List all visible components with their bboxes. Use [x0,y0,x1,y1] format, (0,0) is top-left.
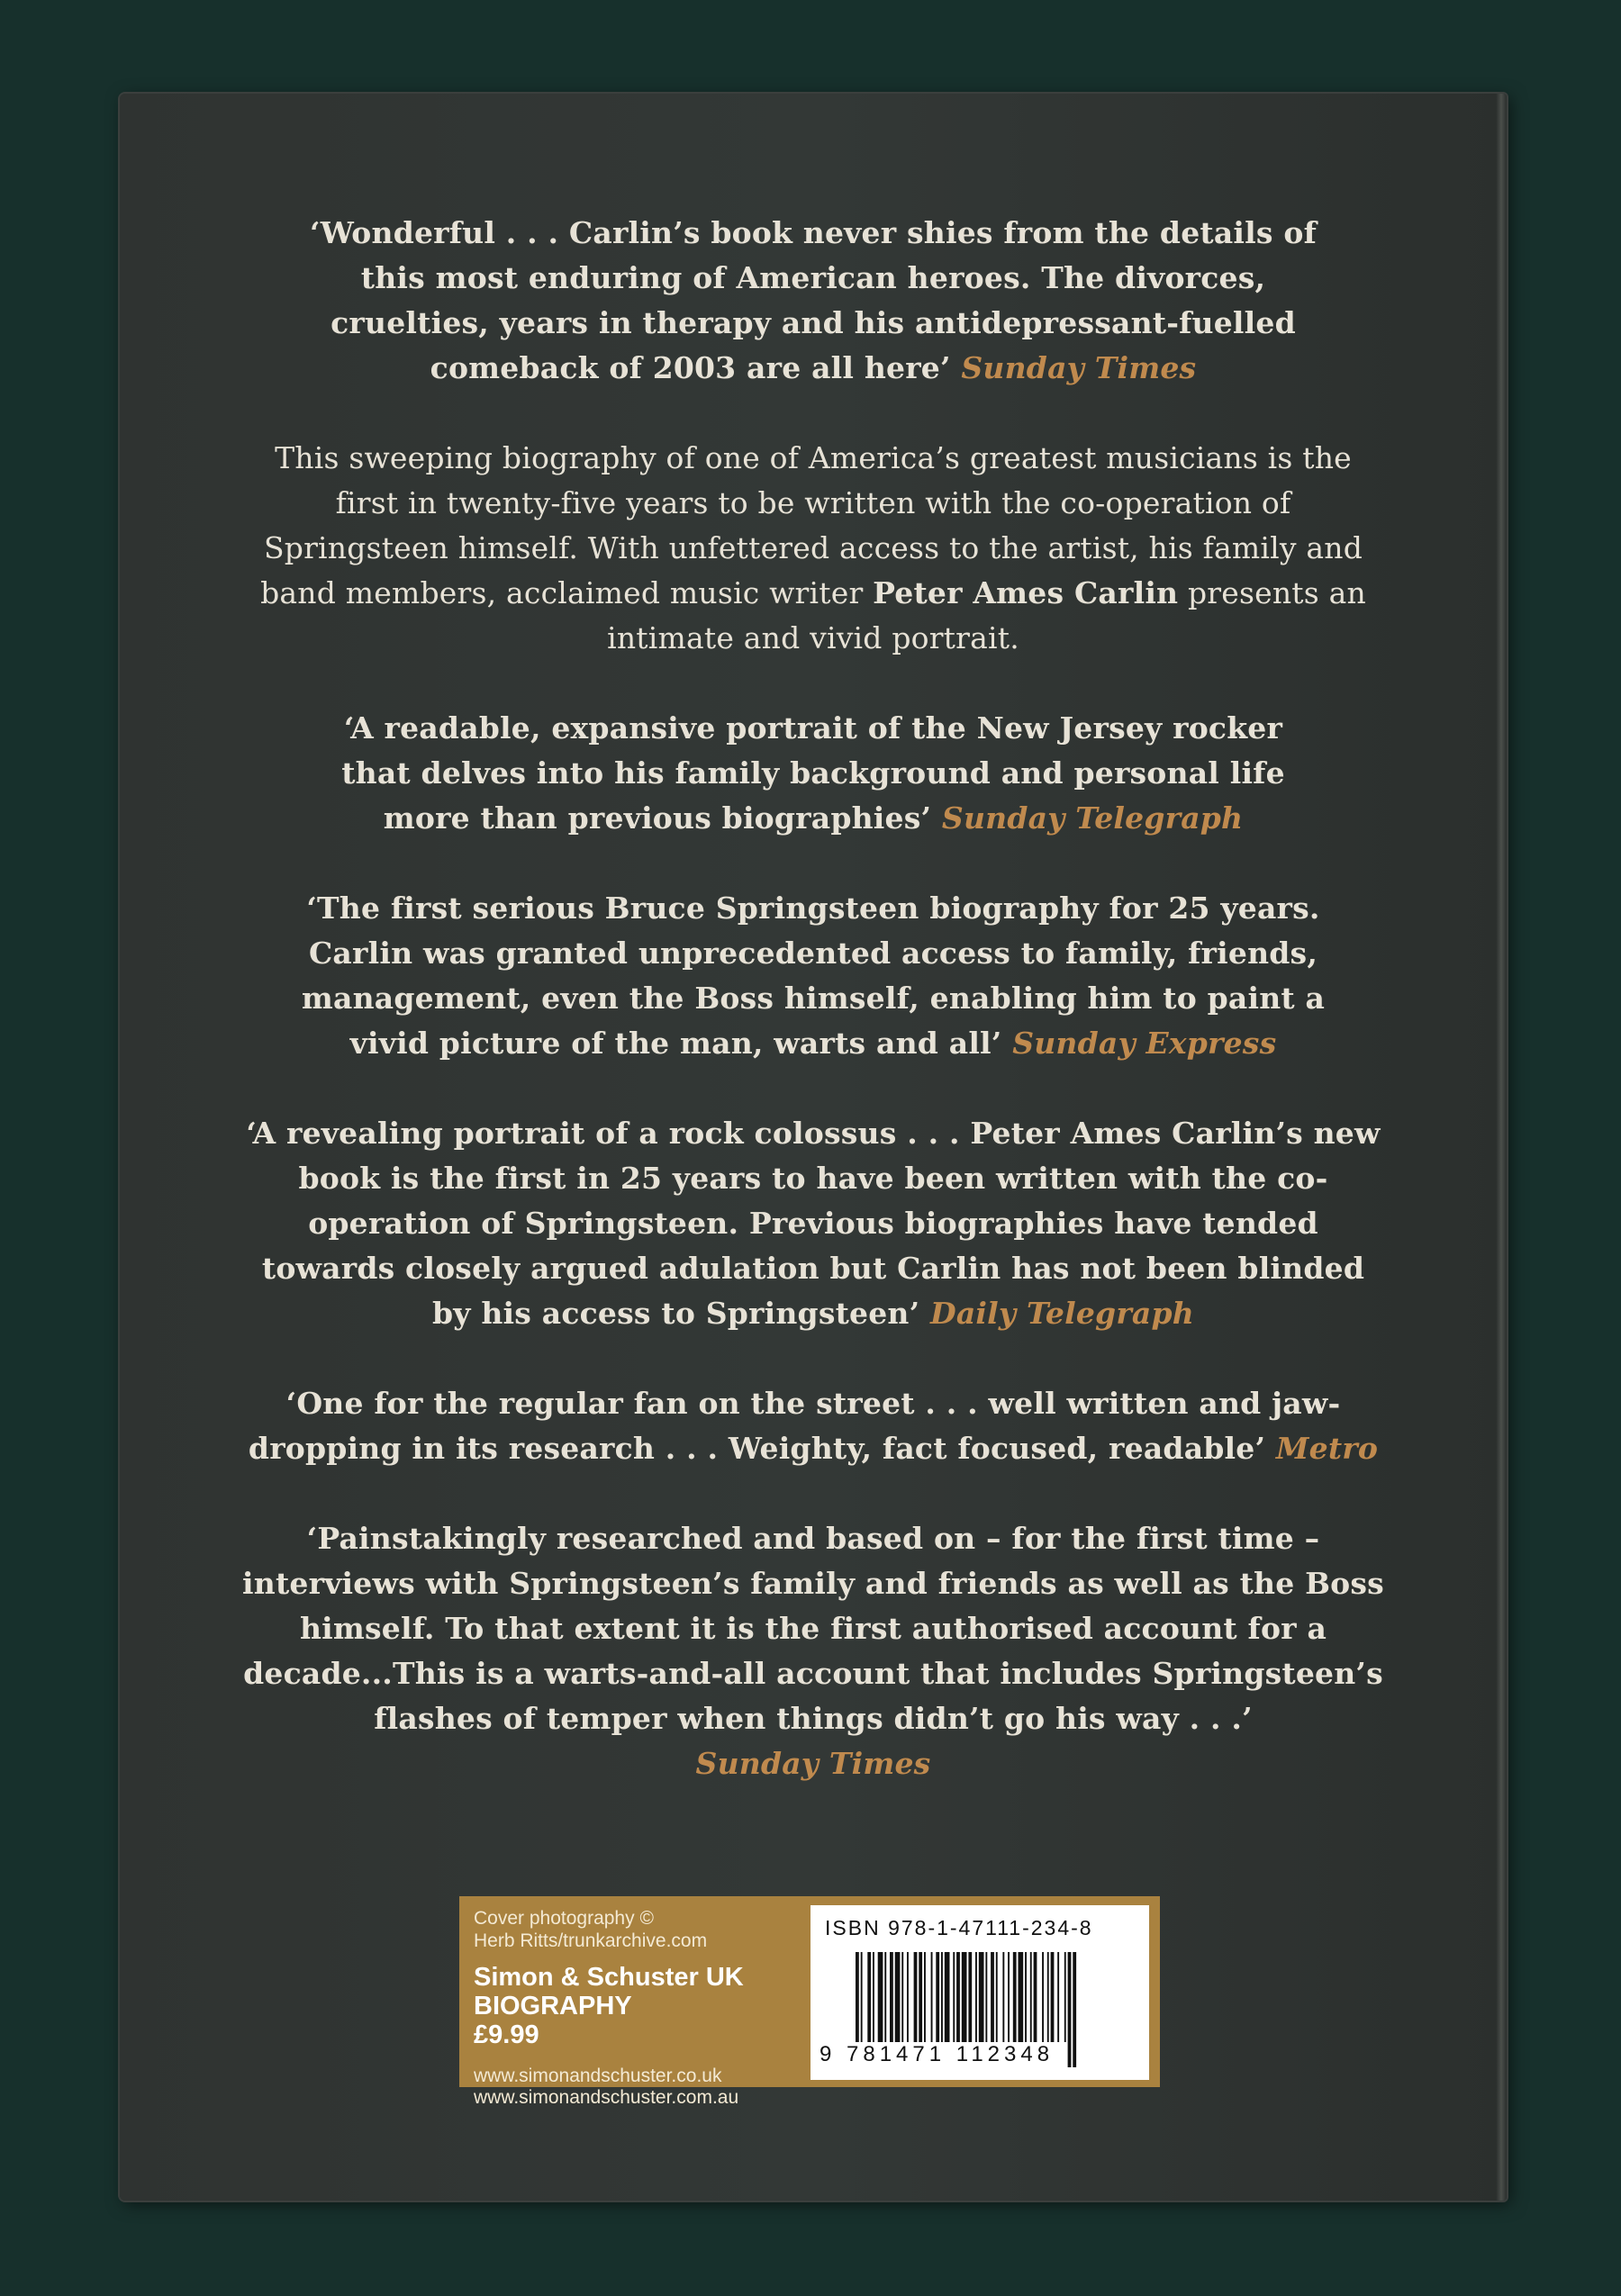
review-quote [241,1516,1385,1786]
barcode-digits: 781471 112348 [847,2042,1057,2067]
url-uk: www.simonandschuster.co.uk [474,2065,722,2086]
description-text-end: presents an intimate and vivid portrait. [607,575,1366,655]
quote-source: Sunday Times [695,1746,931,1781]
publisher-name: Simon & Schuster UK [474,1963,744,1992]
credit-line: Cover photography © [474,1908,654,1929]
quote-source: Sunday Telegraph [941,800,1244,836]
book-back-cover [120,94,1507,2201]
review-quote [246,1381,1381,1471]
quote-source: Sunday Express [1012,1026,1277,1061]
book-category: BIOGRAPHY [474,1992,632,2020]
publisher-info-box [459,1896,1160,2108]
credit-line: Herb Ritts/trunkarchive.com [474,1930,708,1951]
description-text: This sweeping biography of one of America’s greatest musicians is the first in twenty-five years to be written with the co-operation of Springsteen himself. With unfettered access to the artist, his family and band members, acclaimed music writer [260,440,1363,610]
barcode-lead-digit: 9 [820,2042,832,2066]
url-au: www.simonandschuster.com.au [474,2087,739,2108]
publisher-block [474,1963,798,2049]
cover-credit [474,1907,798,1952]
quote-text: ‘One for the regular fan on the street . . . well written and jaw-dropping in its research . . . Weighty, fact focused, readable’ [248,1386,1341,1466]
quote-text: ‘Painstakingly researched and based on – for the first time – interviews with Springsteen’s family and friends as well as the Boss himself. To that extent it is the first authorised account for a decade...This is a warts-and-all account that includes Springsteen’s flashes of temper when things didn’t go his way . . .’ [242,1521,1384,1736]
author-name: Peter Ames Carlin [873,575,1179,610]
book-description [255,436,1372,661]
publisher-details [474,1907,798,2109]
publisher-urls [474,2065,798,2109]
quote-source: Metro [1275,1431,1379,1466]
book-price: £9.99 [474,2020,539,2049]
barcode-panel [810,1905,1149,2080]
quote-text: ‘Wonderful . . . Carlin’s book never shies from the details of this most enduring of American heroes. The divorces, cruelties, years in therapy and his antidepressant-fuelled comeback of 2003 are all here’ [310,215,1317,385]
quote-source: Sunday Times [961,350,1197,385]
quote-text: ‘A readable, expansive portrait of the New Jersey rocker that delves into his family background and personal life more than previous biographies’ [341,710,1285,836]
cover-text-area [228,211,1399,1786]
isbn-label: ISBN 978-1-47111-234-8 [825,1916,1093,1939]
review-quote [246,1111,1381,1336]
review-quote [291,886,1336,1066]
review-quote [318,706,1309,841]
quote-text: ‘The first serious Bruce Springsteen biography for 25 years. Carlin was granted unprecedented access to family, friends, management, even the Boss himself, enabling him to paint a vivid picture of the man, warts and all’ [301,890,1326,1061]
review-quote [282,211,1345,391]
quote-source: Daily Telegraph [930,1296,1194,1331]
quote-text: ‘A revealing portrait of a rock colossus . . . Peter Ames Carlin’s new book is the first in 25 years to have been written with the co-operation of Springsteen. Previous biographies have tended towards closely argued adulation but Carlin has not been blinded by his access to Springsteen’ [246,1116,1381,1331]
cover-edge [1496,94,1507,2201]
